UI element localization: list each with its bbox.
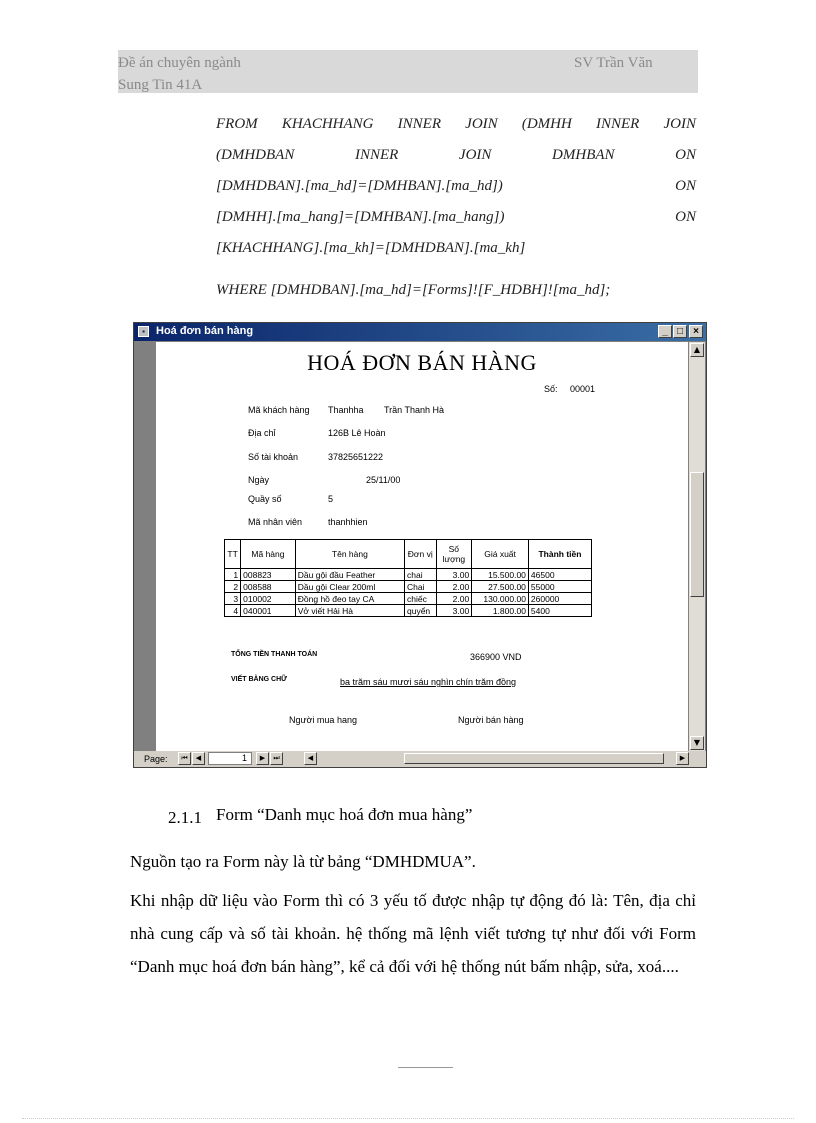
col-header: Đơn vị (405, 540, 437, 569)
table-header-row (225, 540, 592, 569)
report-window (133, 322, 707, 768)
cell: 27.500.00 (472, 581, 529, 593)
paragraph: Khi nhập dữ liệu vào Form thì có 3 yếu tố được nhập tự động đó là: Tên, địa chỉ nhà cung cấp và số tài khoản. hệ thống mã lệnh viết tương tự như đối với Form “Danh mục hoá đơn bán hàng”, kể cả đối với hệ thống nút bấm nhập, sửa, xoá.... (130, 891, 696, 976)
items-table (224, 539, 592, 617)
field-label: Địa chỉ (248, 428, 276, 438)
sql-line-2: (DMHDBAN INNER JOIN DMHBAN ON (216, 147, 696, 163)
cell: 3 (225, 593, 241, 605)
page-navigation-bar (134, 751, 706, 767)
col-header: Tên hàng (295, 540, 404, 569)
header-course: Đề án chuyên ngành (118, 55, 241, 71)
cell: Dầu gội Clear 200ml (295, 581, 404, 593)
cell: 5400 (528, 605, 591, 617)
cell: Dầu gội đầu Feather (295, 569, 404, 581)
sql-line-3: [DMHDBAN].[ma_hd]=[DMHBAN].[ma_hd]) ON (216, 178, 696, 194)
table-row (225, 581, 592, 593)
total-value: 366900 VND (470, 652, 522, 662)
page-label: Page: (144, 754, 168, 764)
cell: 15.500.00 (472, 569, 529, 581)
section-number: 2.1.1 (168, 808, 202, 827)
cell: 1.800.00 (472, 605, 529, 617)
sql-line-5: [KHACHHANG].[ma_kh]=[DMHDBAN].[ma_kh] (216, 240, 526, 256)
next-page-icon[interactable]: ▶ (256, 752, 269, 765)
window-title: Hoá đơn bán hàng (156, 325, 254, 337)
close-button[interactable]: × (689, 325, 703, 338)
seller-label: Người bán hàng (458, 715, 524, 725)
maximize-button[interactable]: □ (673, 325, 687, 338)
scroll-left-icon[interactable]: ◀ (304, 752, 317, 765)
field-label: Mã nhân viên (248, 517, 303, 527)
table-row (225, 605, 592, 617)
minimize-button[interactable]: _ (658, 325, 672, 338)
scroll-thumb[interactable] (690, 472, 704, 597)
section-title: Form “Danh mục hoá đơn mua hàng” (216, 805, 473, 824)
first-page-icon[interactable]: ⏮ (178, 752, 191, 765)
buyer-label: Người mua hang (289, 715, 357, 725)
col-header: Số lượng (436, 540, 472, 569)
table-row (225, 569, 592, 581)
window-titlebar[interactable] (134, 323, 706, 341)
last-page-icon[interactable]: ⏭ (270, 752, 283, 765)
cell: Đồng hồ đeo tay CA (295, 593, 404, 605)
paragraph: Nguồn tạo ra Form này là từ bảng “DMHDMUA”. (130, 852, 476, 871)
employee-value: thanhhien (328, 517, 368, 527)
sql-line-1: FROM KHACHHANG INNER JOIN (DMHH INNER JOIN (216, 116, 696, 132)
date-value: 25/11/00 (366, 475, 401, 485)
cell: 008823 (241, 569, 296, 581)
account-value: 37825651222 (328, 452, 384, 462)
cell: 2.00 (436, 581, 472, 593)
field-label: Số tài khoản (248, 452, 299, 462)
col-header: Thành tiền (528, 540, 591, 569)
cell: 2 (225, 581, 241, 593)
cell: Chai (405, 581, 437, 593)
vertical-scrollbar[interactable] (689, 342, 705, 751)
invoice-number-label: Số: (544, 384, 558, 394)
cell: 260000 (528, 593, 591, 605)
cell: 55000 (528, 581, 591, 593)
prev-page-icon[interactable]: ◀ (192, 752, 205, 765)
address-value: 126B Lê Hoàn (328, 428, 386, 438)
cell: 46500 (528, 569, 591, 581)
sql-where: WHERE [DMHDBAN].[ma_hd]=[Forms]![F_HDBH]![ma_hd]; (216, 282, 611, 298)
header-class: Sung Tin 41A (118, 77, 203, 93)
cell: 2.00 (436, 593, 472, 605)
report-title: HOÁ ĐƠN BÁN HÀNG (307, 350, 537, 375)
header-student: SV Trần Văn (574, 55, 653, 71)
report-preview (156, 342, 688, 751)
customer-code: Thanhha (328, 405, 364, 415)
scroll-down-icon[interactable]: ▼ (690, 736, 704, 750)
counter-value: 5 (328, 494, 334, 504)
cell: 4 (225, 605, 241, 617)
scroll-up-icon[interactable]: ▲ (690, 343, 704, 357)
col-header: Giá xuất (472, 540, 529, 569)
table-row (225, 593, 592, 605)
cell: 010002 (241, 593, 296, 605)
cell: 1 (225, 569, 241, 581)
col-header: Mã hàng (241, 540, 296, 569)
cell: chai (405, 569, 437, 581)
page-number-input[interactable]: 1 (208, 752, 252, 765)
field-label: Quầy số (248, 494, 282, 504)
col-header: TT (225, 540, 241, 569)
sql-line-4: [DMHH].[ma_hang]=[DMHBAN].[ma_hang]) ON (216, 209, 696, 225)
field-label: Mã khách hàng (248, 405, 310, 415)
page-bottom-dots (22, 1118, 794, 1119)
total-label: TỔNG TIỀN THANH TOÁN (231, 651, 318, 658)
cell: quyển (405, 605, 437, 617)
cell: Vở viết Hải Hà (295, 605, 404, 617)
customer-name: Trần Thanh Hà (384, 405, 445, 415)
scroll-right-icon[interactable]: ▶ (676, 752, 689, 765)
words-label: VIẾT BẰNG CHỮ (231, 676, 287, 683)
invoice-number: 00001 (570, 384, 596, 394)
words-value: ba trăm sáu mươi sáu nghìn chín trăm đồng (340, 677, 517, 687)
report-icon: ▪ (138, 326, 149, 337)
cell: 040001 (241, 605, 296, 617)
cell: 008588 (241, 581, 296, 593)
cell: 3.00 (436, 605, 472, 617)
footer-rule (398, 1067, 453, 1068)
horizontal-scroll-thumb[interactable] (404, 753, 664, 764)
field-label: Ngày (248, 475, 270, 485)
cell: chiếc (405, 593, 437, 605)
cell: 130.000.00 (472, 593, 529, 605)
cell: 3.00 (436, 569, 472, 581)
